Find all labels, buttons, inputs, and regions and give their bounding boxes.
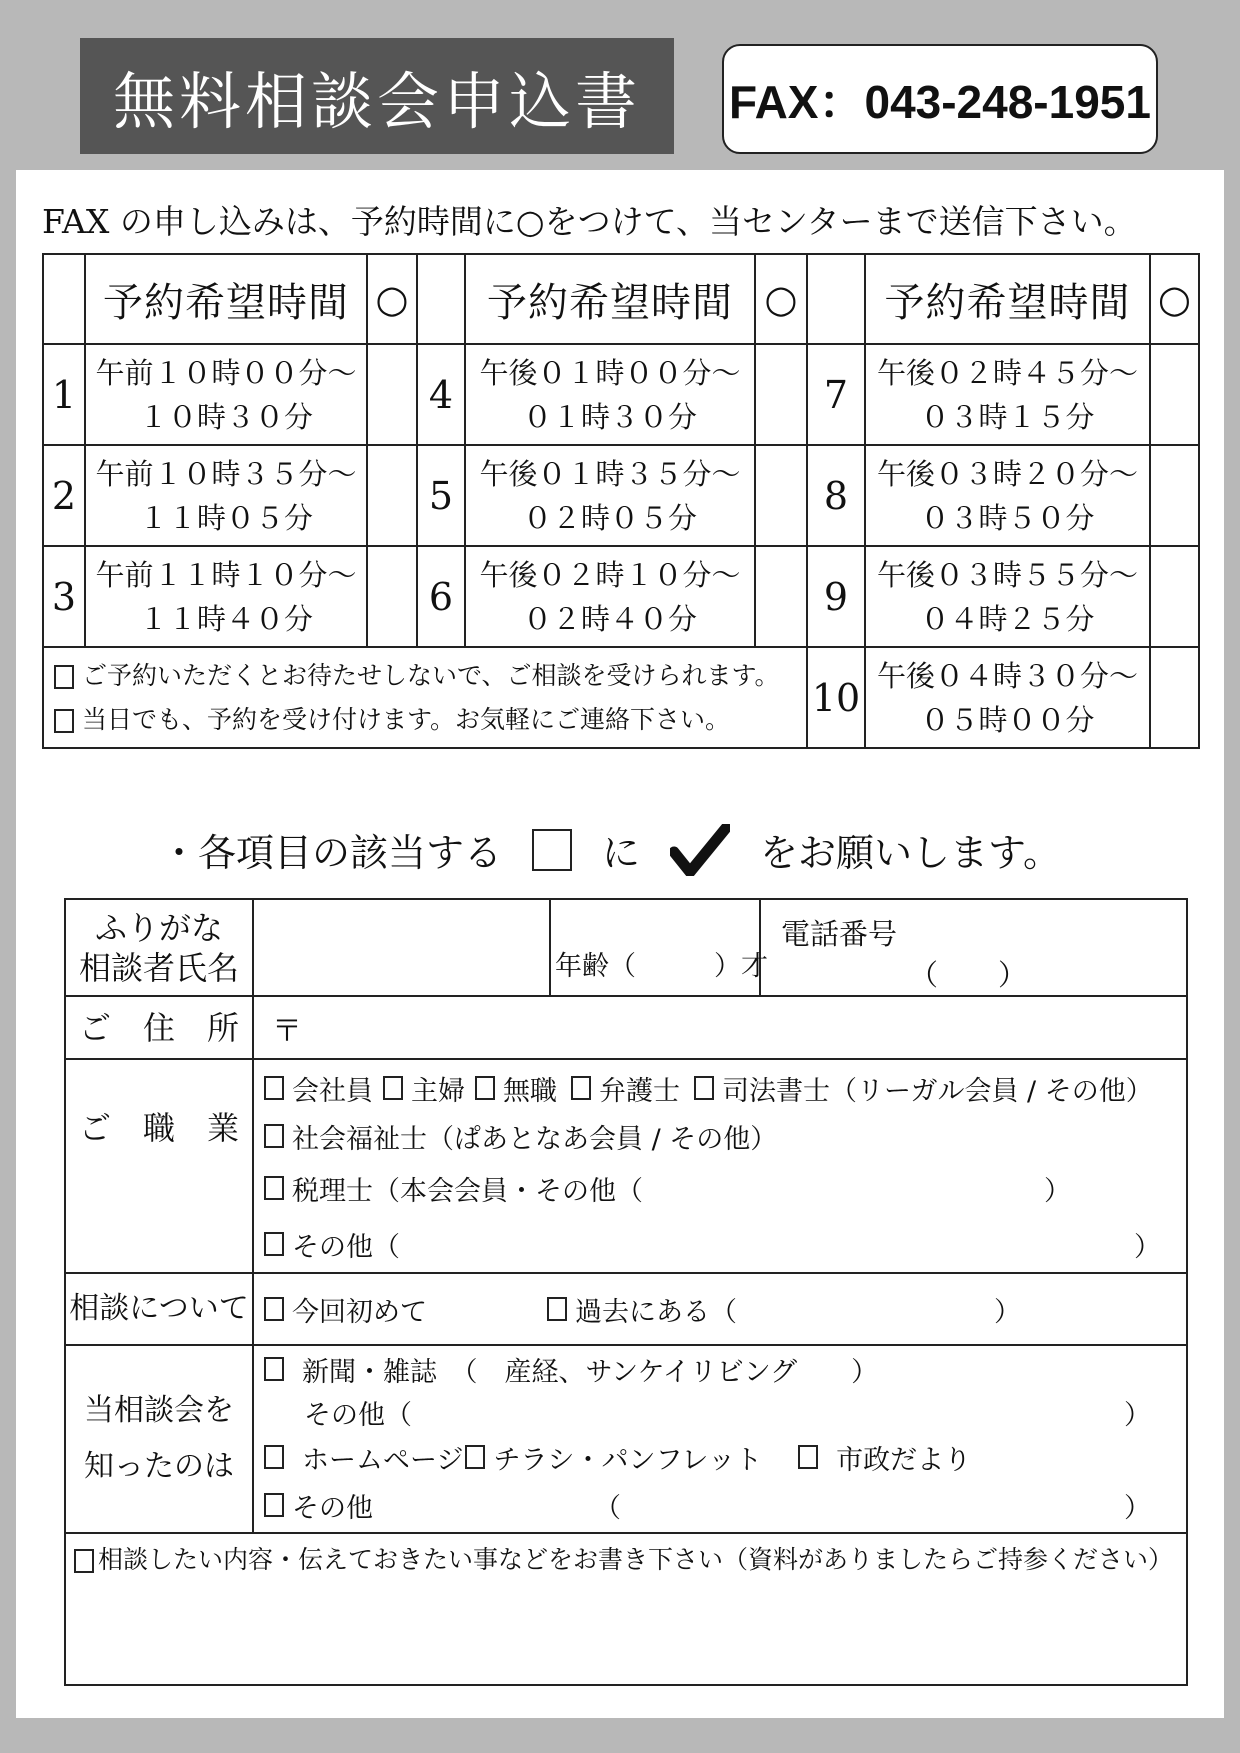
checkbox[interactable]	[475, 1076, 495, 1100]
slot-number: 8	[807, 445, 865, 546]
slot-circle-cell[interactable]	[755, 445, 807, 546]
schedule-row	[43, 546, 1199, 647]
slot-time: 午前１０時００分～ １０時３０分	[85, 344, 367, 445]
schedule-notes: ご予約いただくとお待たせしないで、ご相談を受けられます。 当日でも、予約を受け付けます。お気軽にご連絡下さい。	[43, 647, 807, 748]
form-title: 無料相談会申込書	[80, 38, 674, 154]
circle-header: ○	[1150, 254, 1199, 344]
slot-number: 9	[807, 546, 865, 647]
checkbox[interactable]	[54, 665, 74, 689]
address-field[interactable]: 〒	[253, 996, 1187, 1059]
content-field[interactable]: 相談したい内容・伝えておきたい事などをお書き下さい（資料がありましたらご持参ください）	[65, 1533, 1187, 1685]
slot-time: 午後０２時１０分～ ０２時４０分	[465, 546, 755, 647]
slot-time: 午後０３時２０分～ ０３時５０分	[865, 445, 1150, 546]
checkbox[interactable]	[264, 1297, 284, 1321]
schedule-row	[43, 344, 1199, 445]
slot-circle-cell[interactable]	[755, 546, 807, 647]
slot-time: 午後０２時４５分～ ０３時１５分	[865, 344, 1150, 445]
slot-number: 2	[43, 445, 85, 546]
phone-field[interactable]: 電話番号 （ ）	[760, 899, 1187, 996]
checkbox[interactable]	[264, 1076, 284, 1100]
slot-number: 3	[43, 546, 85, 647]
source-options: 新聞・雑誌 （ 産経、サンケイリビング ） その他（ ） ホームページ チラシ・パンフレット 市政だより その他 （ ）	[253, 1345, 1187, 1533]
checkbox[interactable]	[694, 1076, 714, 1100]
schedule-table	[42, 253, 1200, 749]
slot-number: 1	[43, 344, 85, 445]
slot-time: 午前１１時１０分～ １１時４０分	[85, 546, 367, 647]
checkbox[interactable]	[465, 1445, 485, 1469]
schedule-header-label: 予約希望時間	[465, 254, 755, 344]
checkbox[interactable]	[264, 1176, 284, 1200]
source-row	[65, 1345, 1187, 1533]
checkbox[interactable]	[264, 1232, 284, 1256]
slot-circle-cell[interactable]	[1150, 445, 1199, 546]
fax-instruction: FAX の申し込みは、予約時間に○をつけて、当センターまで送信下さい。	[42, 202, 1137, 241]
checkbox[interactable]	[798, 1445, 818, 1469]
slot-circle-cell[interactable]	[755, 344, 807, 445]
name-row	[65, 899, 1187, 996]
name-field[interactable]	[253, 899, 550, 996]
schedule-row	[43, 445, 1199, 546]
consult-label: 相談について	[65, 1273, 253, 1345]
slot-number: 4	[417, 344, 465, 445]
circle-header: ○	[755, 254, 807, 344]
slot-number: 6	[417, 546, 465, 647]
check-instruction: ・各項目の該当する に をお願いします。	[160, 822, 1061, 877]
slot-number: 5	[417, 445, 465, 546]
checkbox[interactable]	[264, 1357, 284, 1381]
occupation-row	[65, 1059, 1187, 1273]
slot-time: 午前１０時３５分～ １１時０５分	[85, 445, 367, 546]
slot-circle-cell[interactable]	[367, 344, 417, 445]
address-label: ご 住 所	[65, 996, 253, 1059]
checkbox[interactable]	[74, 1549, 94, 1573]
checkbox[interactable]	[383, 1076, 403, 1100]
occupation-label: ご 職 業	[65, 1059, 253, 1273]
age-field[interactable]: 年齢（ ）才	[550, 899, 760, 996]
slot-circle-cell[interactable]	[367, 546, 417, 647]
schedule-header-label: 予約希望時間	[85, 254, 367, 344]
checkbox[interactable]	[547, 1297, 567, 1321]
application-form	[64, 898, 1188, 1686]
checkbox[interactable]	[264, 1445, 284, 1469]
slot-circle-cell[interactable]	[367, 445, 417, 546]
source-label: 当相談会を 知ったのは	[65, 1345, 253, 1533]
checkbox[interactable]	[264, 1124, 284, 1148]
checkbox-sample-icon	[532, 829, 572, 871]
checkbox[interactable]	[54, 709, 74, 733]
slot-circle-cell[interactable]	[1150, 647, 1199, 748]
checkbox[interactable]	[264, 1493, 284, 1517]
address-row	[65, 996, 1187, 1059]
slot-number: 7	[807, 344, 865, 445]
name-label: ふりがな 相談者氏名	[65, 899, 253, 996]
content-row	[65, 1533, 1187, 1685]
slot-number: 10	[807, 647, 865, 748]
slot-time: 午後０１時００分～ ０１時３０分	[465, 344, 755, 445]
checkmark-icon	[670, 824, 730, 876]
slot-time: 午後０１時３５分～ ０２時０５分	[465, 445, 755, 546]
schedule-header-label: 予約希望時間	[865, 254, 1150, 344]
slot-time: 午後０４時３０分～ ０５時００分	[865, 647, 1150, 748]
schedule-header-row	[43, 254, 1199, 344]
slot-circle-cell[interactable]	[1150, 344, 1199, 445]
schedule-row	[43, 647, 1199, 748]
consult-row	[65, 1273, 1187, 1345]
slot-time: 午後０３時５５分～ ０４時２５分	[865, 546, 1150, 647]
occupation-options: 会社員 主婦 無職 弁護士 司法書士（リーガル会員 / その他） 社会福祉士（ぱあとなあ会員 / その他） 税理士（本会会員・その他（ ） その他（ ）	[253, 1059, 1187, 1273]
slot-circle-cell[interactable]	[1150, 546, 1199, 647]
fax-number: FAX：043-248-1951	[722, 44, 1158, 154]
consult-options: 今回初めて 過去にある（ ）	[253, 1273, 1187, 1345]
circle-header: ○	[367, 254, 417, 344]
checkbox[interactable]	[571, 1076, 591, 1100]
